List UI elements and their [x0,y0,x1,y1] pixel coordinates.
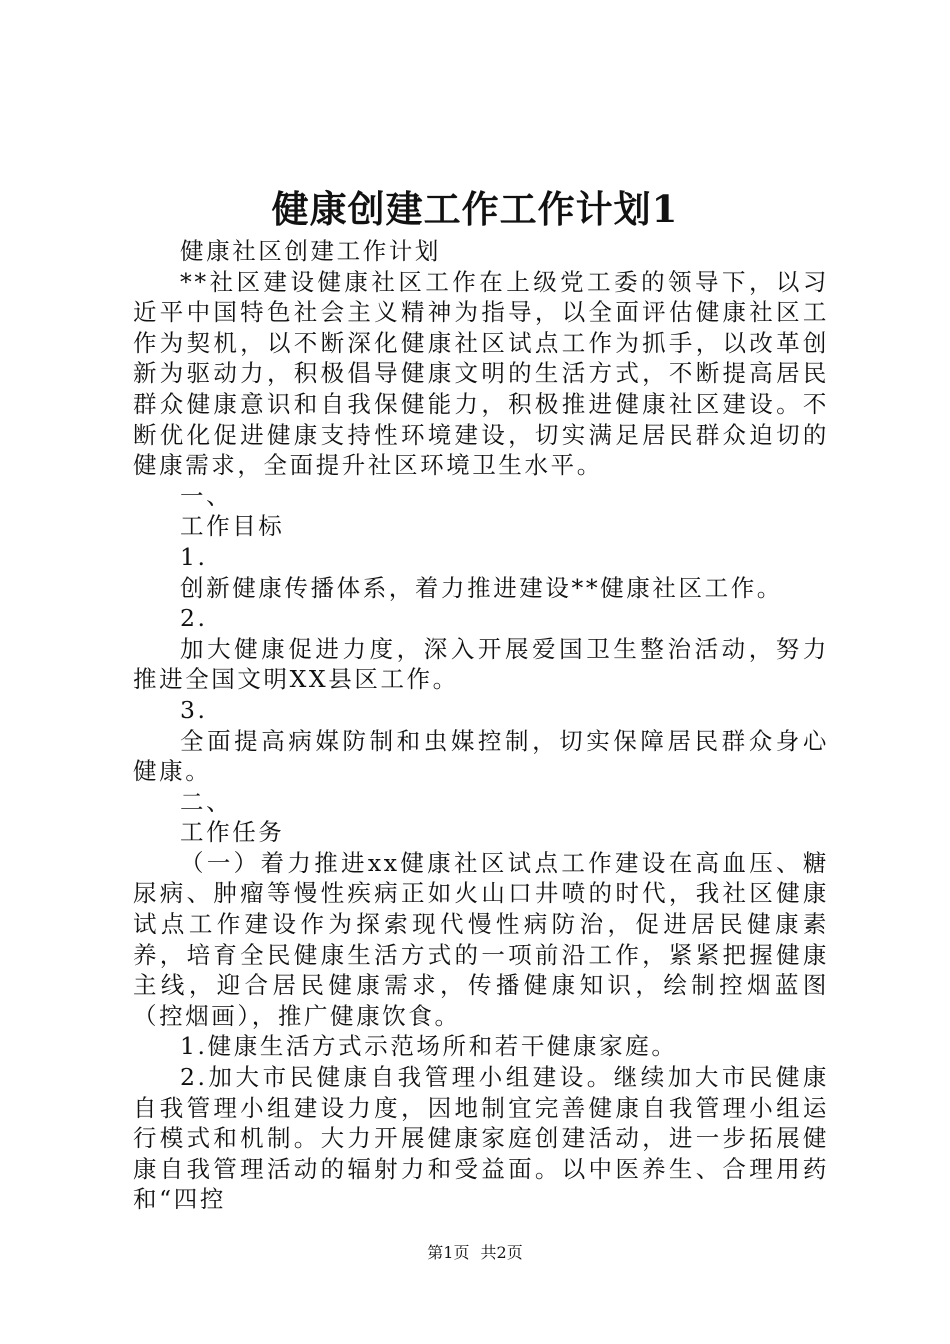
item-number-2: 2. [180,604,208,633]
item-number-1: 1. [180,542,208,571]
task-item-2: 2.加大市民健康自我管理小组建设。继续加大市民健康自我管理小组建设力度，因地制宜完善健康自我管理小组运行模式和机制。大力开展健康家庭创建活动，进一步拓展健康自我管理活动的辐射力和受益面。以中医养生、合理用药和“四控 [133,1063,829,1214]
document-title: 健康创建工作工作计划1 [271,187,679,231]
page-total: 共2页 [480,1243,523,1262]
paragraph-subtitle: 健康社区创建工作计划 [180,237,441,265]
section-heading-tasks: 工作任务 [180,818,285,847]
goal-item-2: 加大健康促进力度，深入开展爱国卫生整治活动，努力推进全国文明XX县区工作。 [133,634,829,694]
section-number-two: 二、 [180,787,233,816]
paragraph-intro: **社区建设健康社区工作在上级党工委的领导下，以习近平中国特色社会主义精神为指导，以全面评估健康社区工作为契机，以不断深化健康社区试点工作为抓手，以改革创新为驱动力，积极倡导健康文明的生活方式，不断提高居民群众健康意识和自我保健能力，积极推进健康社区建设。不断优化促进健康支持性环境建设，切实满足居民群众迫切的健康需求，全面提升社区环境卫生水平。 [133,267,829,480]
page-number: 第1页 [427,1243,470,1262]
section-number-one: 一、 [180,481,233,510]
document-body [133,236,829,1215]
task-paragraph-1: （一）着力推进xx健康社区试点工作建设在高血压、糖尿病、肿瘤等慢性疾病正如火山口井喷的时代，我社区健康试点工作建设作为探索现代慢性病防治，促进居民健康素养，培育全民健康生活方式的一项前沿工作，紧紧把握健康主线，迎合居民健康需求，传播健康知识，绘制控烟蓝图（控烟画），推广健康饮食。 [133,848,829,1030]
section-heading-goals: 工作目标 [180,512,285,541]
goal-item-1: 创新健康传播体系，着力推进建设**健康社区工作。 [180,573,783,602]
page-footer [0,1241,950,1265]
goal-item-3: 全面提高病媒防制和虫媒控制，切实保障居民群众身心健康。 [133,726,829,786]
task-item-1: 1.健康生活方式示范场所和若干健康家庭。 [180,1032,678,1061]
item-number-3: 3. [180,695,208,724]
